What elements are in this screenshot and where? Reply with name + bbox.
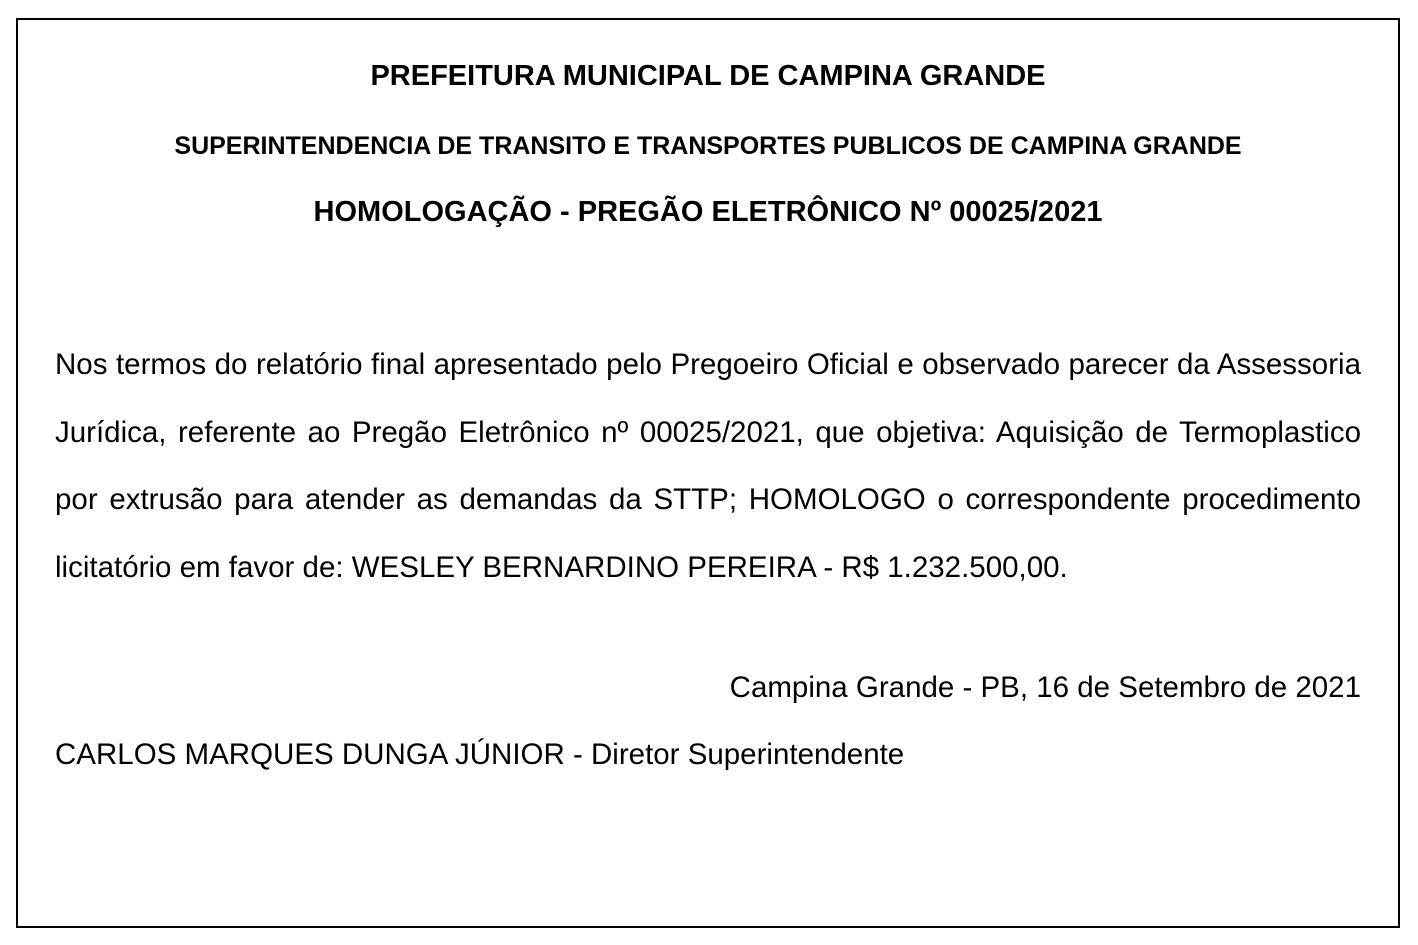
homologation-paragraph: Nos termos do relatório final apresentado pelo Pregoeiro Oficial e observado parecer da Assessoria Jurídica, referente ao Pregão Eletrônico nº 00025/2021, que objetiva: Aquisição de Termoplastico por extrusão para atender as demandas da STTP; HOMOLOGO o correspondente procedimento licitatório em favor de: WESLEY BERNARDINO PEREIRA - R$ 1.232.500,00. [55, 348, 1361, 584]
place-date: Campina Grande - PB, 16 de Setembro de 2021 [729, 671, 1361, 704]
signatory: CARLOS MARQUES DUNGA JÚNIOR - Diretor Superintendente [55, 738, 905, 771]
notice-title: HOMOLOGAÇÃO - PREGÃO ELETRÔNICO Nº 00025/2021 [313, 196, 1103, 228]
department-heading: SUPERINTENDENCIA DE TRANSITO E TRANSPORTES PUBLICOS DE CAMPINA GRANDE [174, 132, 1242, 160]
organization-heading: PREFEITURA MUNICIPAL DE CAMPINA GRANDE [370, 60, 1046, 92]
notice-frame [16, 18, 1400, 928]
